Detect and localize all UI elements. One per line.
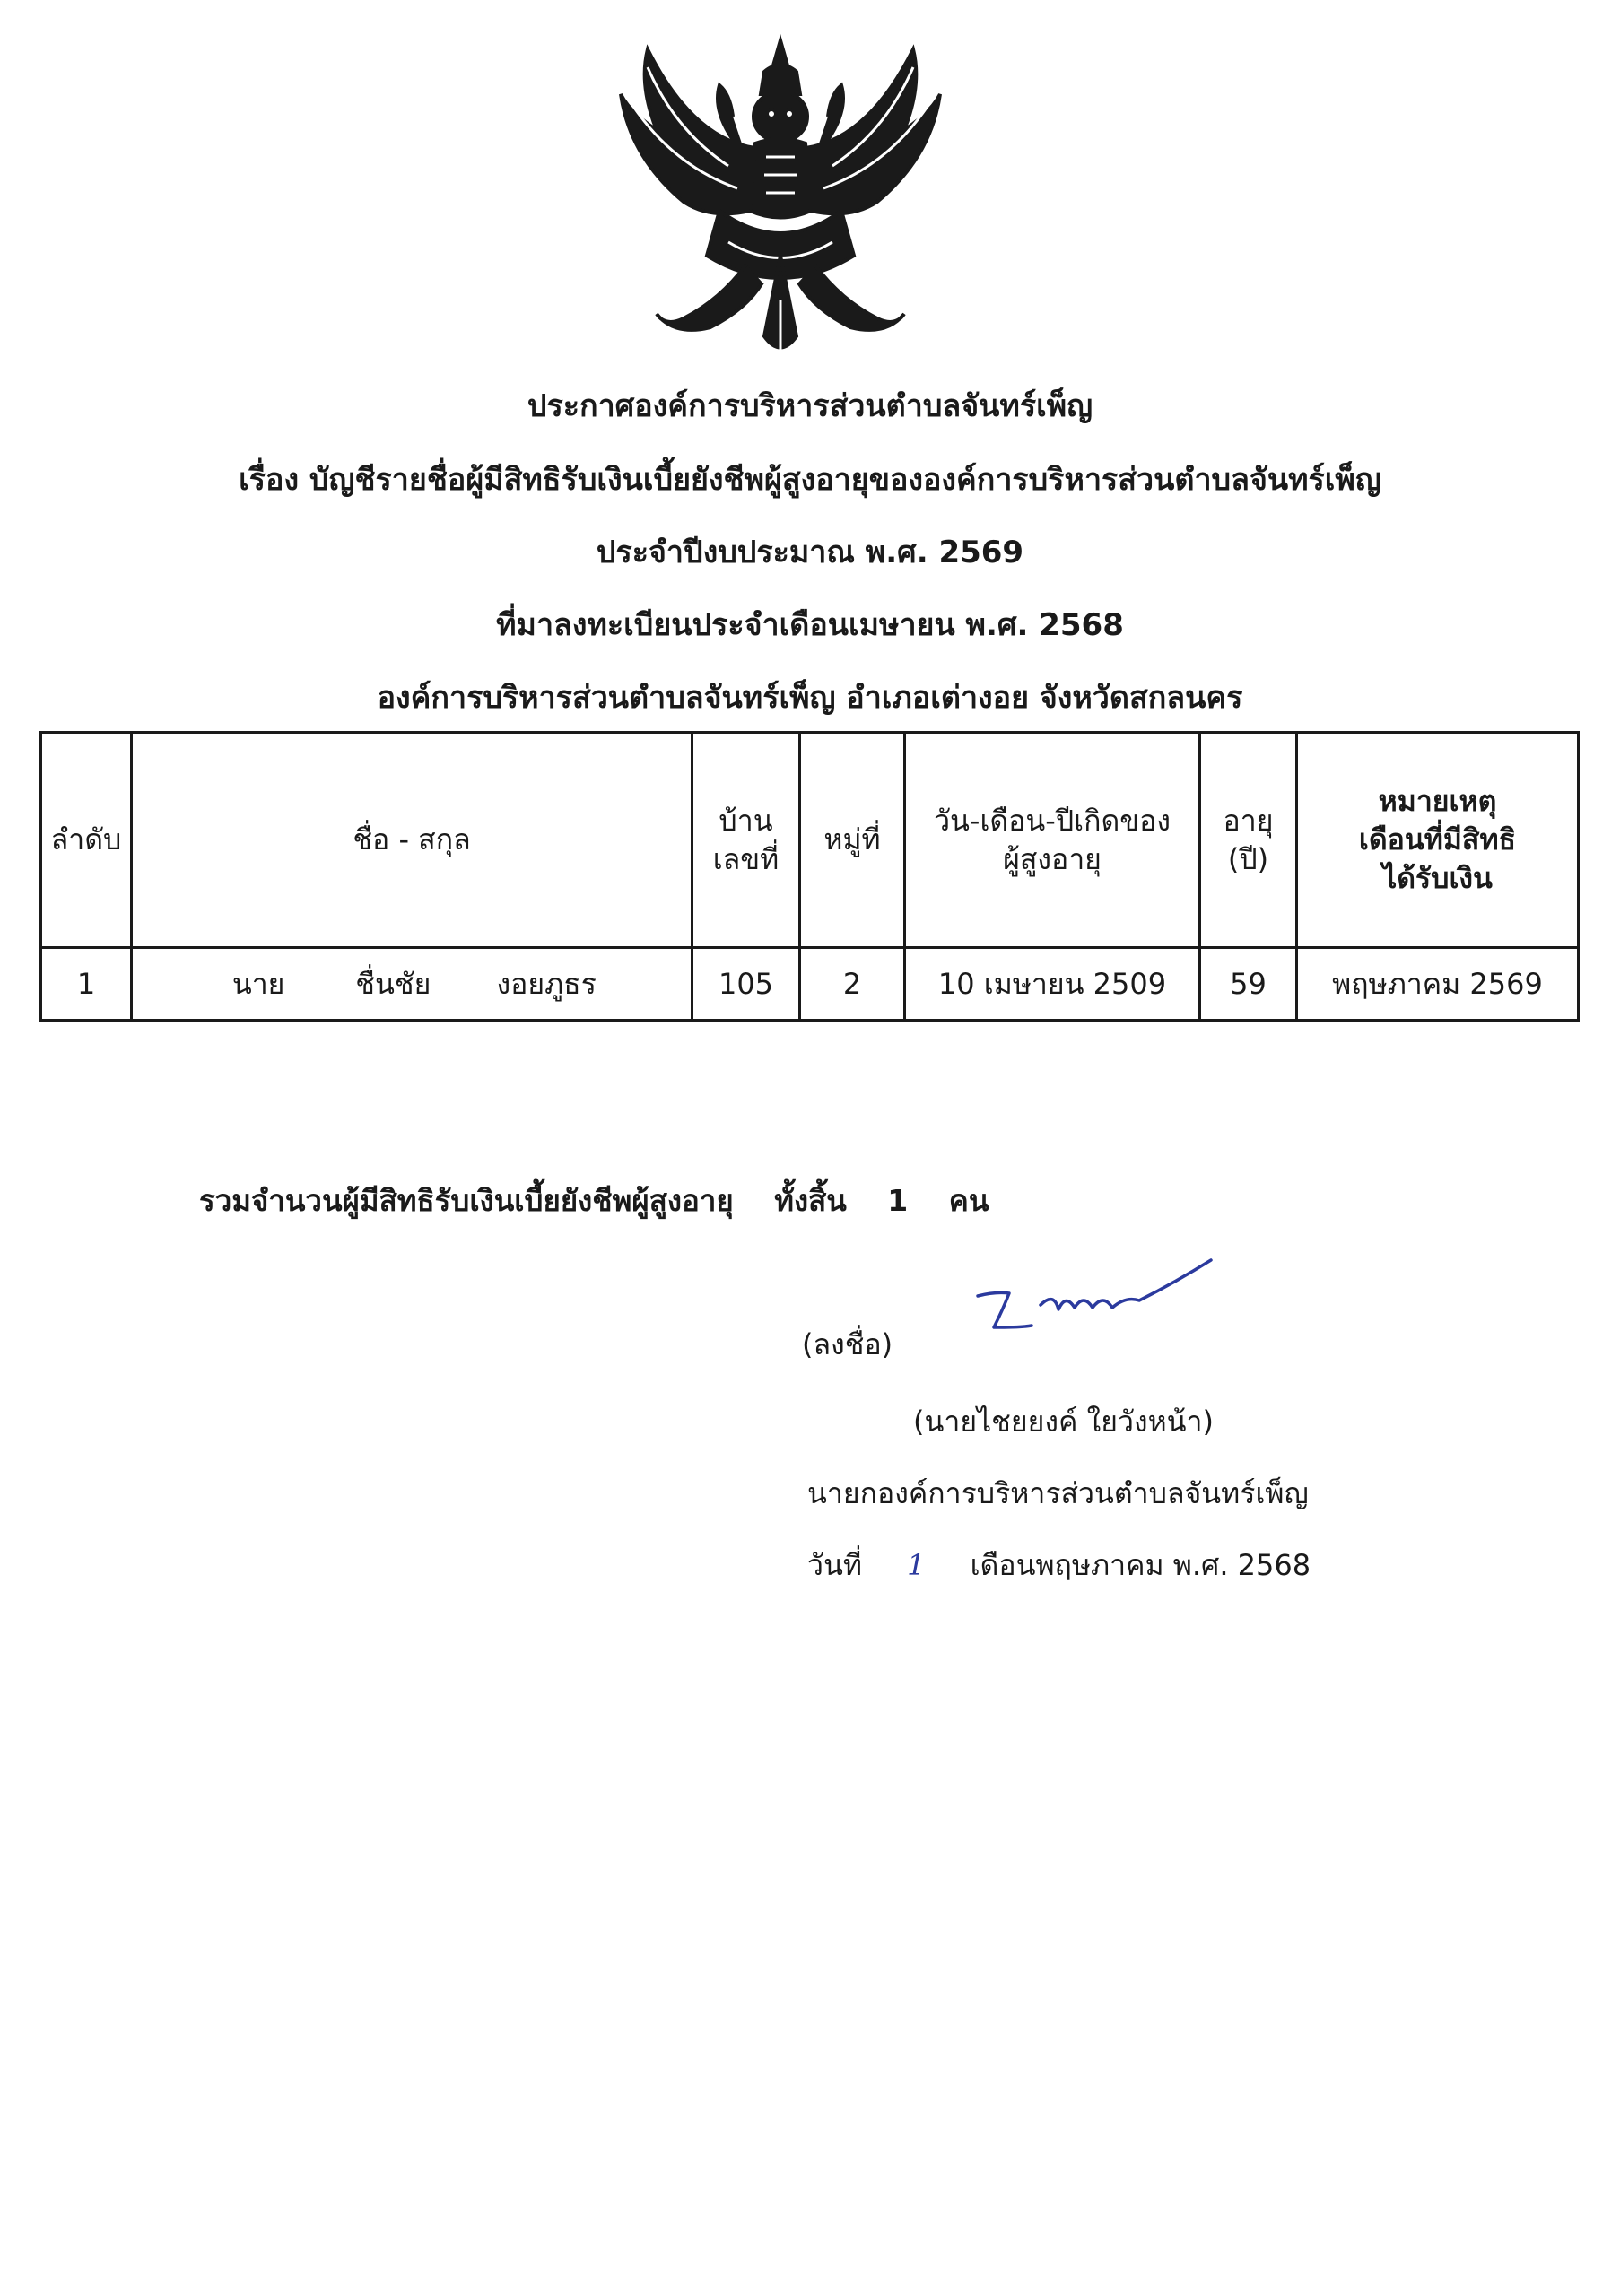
fiscal-year-line: ประจำปีงบประมาณ พ.ศ. 2569 [596, 535, 1024, 570]
cell-age: 59 [1200, 948, 1297, 1021]
total-summary [199, 1177, 989, 1224]
header-house-no: บ้าน เลขที่ [692, 733, 800, 948]
garuda-emblem-icon [612, 31, 949, 369]
sign-date [807, 1543, 1311, 1588]
cell-name [132, 948, 692, 1021]
announcement-subject: เรื่อง บัญชีรายชื่อผู้มีสิทธิรับเงินเบี้ยยังชีพผู้สูงอายุขององค์การบริหารส่วนตำบลจันทร์เพ็ญ [239, 462, 1381, 498]
cell-village-no: 2 [800, 948, 905, 1021]
total-count: 1 [887, 1183, 909, 1218]
announcement-title: ประกาศองค์การบริหารส่วนตำบลจันทร์เพ็ญ [527, 388, 1093, 424]
total-label: รวมจำนวนผู้มีสิทธิรับเงินเบี้ยยังชีพผู้สูงอายุ [199, 1183, 734, 1218]
table-header-row [41, 733, 1579, 948]
cell-house-no: 105 [692, 948, 800, 1021]
sign-label: (ลงชื่อ) [802, 1327, 893, 1361]
cell-first-name: ชื่นชัย [355, 966, 431, 1001]
signatory-position: นายกองค์การบริหารส่วนตำบลจันทร์เพ็ญ [807, 1476, 1309, 1510]
registration-month-line: ที่มาลงทะเบียนประจำเดือนเมษายน พ.ศ. 2568 [496, 607, 1124, 643]
header-name: ชื่อ - สกุล [132, 733, 692, 948]
header-village-no: หมู่ที่ [800, 733, 905, 948]
cell-no: 1 [41, 948, 132, 1021]
date-rest: เดือนพฤษภาคม พ.ศ. 2568 [970, 1548, 1311, 1582]
cell-last-name: งอยภูธร [496, 966, 597, 1001]
total-prefix: ทั้งสิ้น [774, 1183, 847, 1218]
organization-location-line: องค์การบริหารส่วนตำบลจันทร์เพ็ญ อำเภอเต่างอย จังหวัดสกลนคร [377, 680, 1243, 716]
table-row [41, 948, 1579, 1021]
date-day: 1 [907, 1548, 926, 1582]
header-remark: หมายเหตุ เดือนที่มีสิทธิ ได้รับเงิน [1297, 733, 1579, 948]
beneficiary-table [39, 731, 1580, 1022]
header-birth-date: วัน-เดือน-ปีเกิดของ ผู้สูงอายุ [905, 733, 1200, 948]
total-unit: คน [948, 1183, 989, 1218]
header-age: อายุ (ปี) [1200, 733, 1297, 948]
handwritten-signature [969, 1256, 1220, 1354]
signatory-name: (นายไชยยงค์ ใยวังหน้า) [913, 1405, 1214, 1439]
date-prefix: วันที่ [807, 1548, 862, 1582]
cell-name-title: นาย [231, 966, 285, 1001]
cell-birth-date: 10 เมษายน 2509 [905, 948, 1200, 1021]
header-no: ลำดับ [41, 733, 132, 948]
cell-remark: พฤษภาคม 2569 [1297, 948, 1579, 1021]
